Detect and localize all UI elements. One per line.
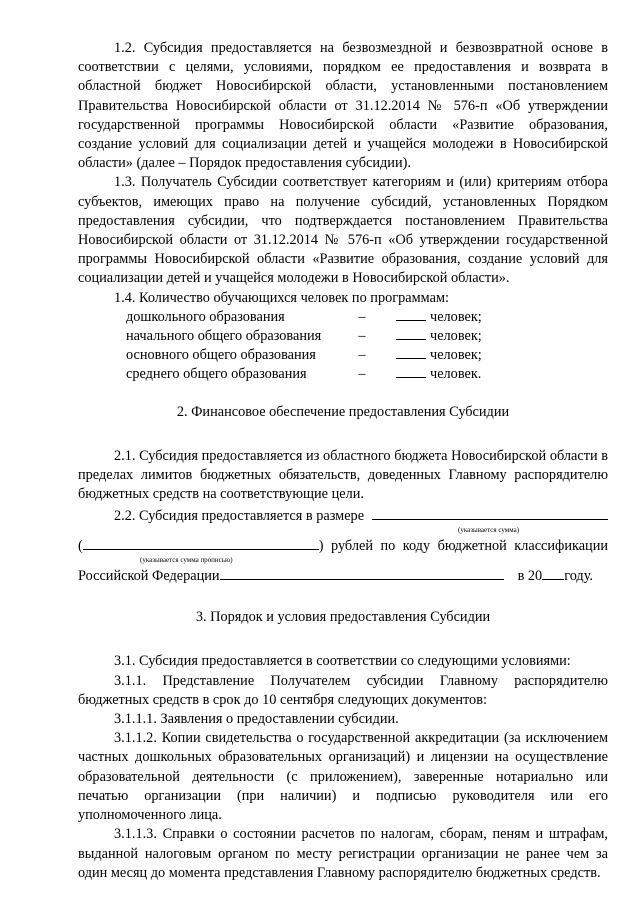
kbk-blank-field[interactable] [220, 565, 504, 580]
sum-blank-field[interactable] [372, 505, 608, 520]
sum-words-line [78, 535, 608, 556]
count-blank-field[interactable] [396, 365, 426, 378]
document-page [78, 39, 608, 883]
count-blank-field[interactable] [396, 346, 426, 359]
rf-text: Российской Федерации [78, 568, 220, 585]
paragraph-1-4: 1.4. Количество обучающихся человек по программам: [114, 289, 449, 306]
students-label: начального общего образования [126, 327, 322, 344]
paragraph-2-2-text: 2.2. Субсидия предоставляется в размере [114, 507, 365, 524]
paragraph-1-2: 1.2. Субсидия предоставляется на безвозмездной и безвозвратной основе в соответствии с целями, условиями, порядком ее предоставления и возврата в областной бюджет Новосибирской области, установленными постановлением Правительства Новосибирской области от 31.12.2014 № 576-п «Об утверждении государственной программы Новосибирской области «Развитие образования, создание условий для социализации детей и учащейся молодежи в Новосибирской области» (далее – Порядок предоставления субсидии). [78, 40, 608, 172]
budget-code-text: ) рублей по коду бюджетной классификации [318, 537, 608, 554]
year-prefix: в 20 [517, 568, 543, 585]
paragraph-3-1-1-1: 3.1.1.1. Заявления о предоставлении субсидии. [114, 711, 399, 728]
paragraph-3-1-1-2: 3.1.1.2. Копии свидетельства о государственной аккредитации (за исключением частных дошкольных образовательных организаций) и лицензии на осуществление образовательной деятельности (с приложением), заверенные нотариально или печатью организации (при наличии) и подписью руководителя или его уполномоченного лица. [78, 730, 608, 824]
students-row-basic [126, 346, 608, 365]
paragraph-2-1: 2.1. Субсидия предоставляется из областного бюджета Новосибирской области в пределах лимитов бюджетных обязательств, доведенных Главному распорядителю бюджетных средств на соответствующие цели. [78, 448, 608, 503]
students-label: среднего общего образования [126, 365, 307, 382]
students-label: дошкольного образования [126, 308, 285, 325]
students-row-secondary [126, 365, 608, 384]
paragraph-3-1-1: 3.1.1. Представление Получателем субсидии Главному распорядителю бюджетных средств в срок до 10 сентября следующих документов: [78, 672, 608, 708]
year-suffix: году. [564, 568, 593, 585]
students-unit: человек; [430, 308, 482, 325]
paragraph-3-1-1-3: 3.1.1.3. Справки о состоянии расчетов по налогам, сборам, пеням и штрафам, выданной налоговым органом по месту регистрации организации не ранее чем за один месяц до момента представления Главному распорядителю бюджетных средств. [78, 826, 608, 881]
students-unit: человек. [430, 365, 482, 382]
students-unit: человек; [430, 327, 482, 344]
sum-note: (указывается сумма) [458, 525, 520, 534]
students-dash: – [358, 327, 366, 344]
count-blank-field[interactable] [396, 327, 426, 340]
sum-words-note: (указывается сумма прописью) [140, 556, 233, 565]
section-3-title: 3. Порядок и условия предоставления Субсидии [195, 609, 491, 626]
students-label: основного общего образования [126, 346, 316, 363]
paragraph-2-2-line [78, 505, 608, 526]
students-dash: – [358, 346, 366, 363]
paragraph-3-1: 3.1. Субсидия предоставляется в соответствии со следующими условиями: [114, 653, 571, 670]
students-row-preschool [126, 308, 608, 327]
paragraph-1-3: 1.3. Получатель Субсидии соответствует категориям и (или) критериям отбора субъектов, имеющих право на получение субсидий, установленных Порядком предоставления субсидии, что подтверждается постановлением Правительства Новосибирской области от 31.12.2014 № 576-п «Об утверждении государственной программы Новосибирской области «Развитие образования, создание условий для социализации детей и учащейся молодежи в Новосибирской области». [78, 174, 608, 287]
students-row-primary [126, 327, 608, 346]
students-unit: человек; [430, 346, 482, 363]
year-blank-field[interactable] [542, 565, 564, 580]
open-paren: ( [78, 537, 83, 554]
students-dash: – [358, 365, 366, 382]
section-2-title: 2. Финансовое обеспечение предоставления Субсидии [176, 403, 510, 420]
rf-line [78, 565, 608, 586]
sum-words-blank-field[interactable] [83, 535, 319, 550]
count-blank-field[interactable] [396, 308, 426, 321]
students-dash: – [358, 308, 366, 325]
students-list [126, 308, 608, 384]
